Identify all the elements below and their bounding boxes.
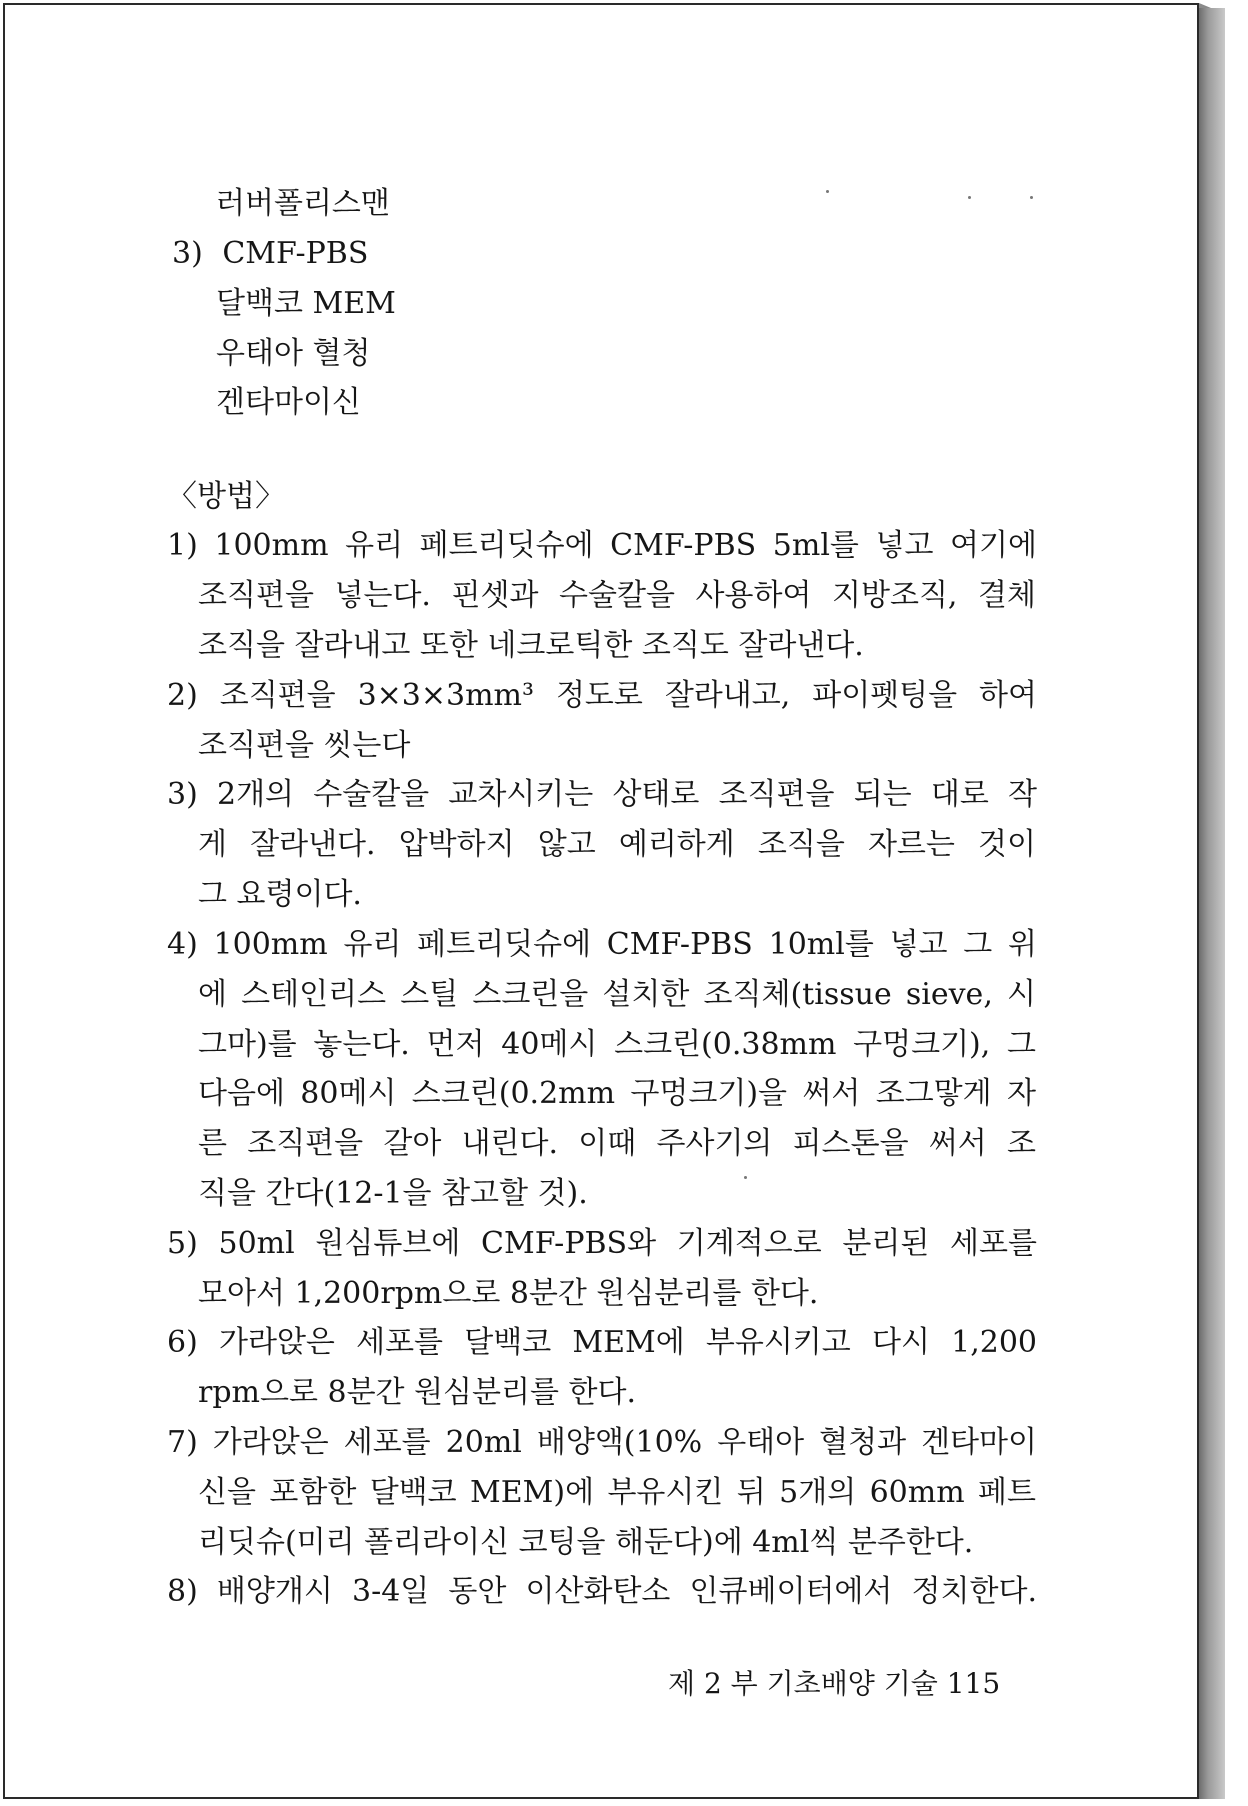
- page-footer: 제 2 부 기초배양 기술 115: [668, 1667, 1001, 1700]
- method-line: 리딧슈(미리 폴리라이신 코팅을 해둔다)에 4ml씩 분주한다.: [198, 1525, 974, 1560]
- scan-speck: [744, 1176, 747, 1179]
- material-item: 달백코 MEM: [216, 286, 396, 321]
- material-item: CMF-PBS: [222, 236, 369, 271]
- method-line: 8) 배양개시 3-4일 동안 이산화탄소 인큐베이터에서 정치한다.: [167, 1574, 1037, 1609]
- method-line: 7) 가라앉은 세포를 20ml 배양액(10% 우태아 혈청과 겐타마이: [167, 1425, 1037, 1460]
- method-line: 2) 조직편을 3×3×3mm³ 정도로 잘라내고, 파이펫팅을 하여: [167, 678, 1037, 713]
- page-edge-shadow: [1199, 8, 1225, 1799]
- method-line: rpm으로 8분간 원심분리를 한다.: [198, 1375, 637, 1410]
- item-number: 3): [172, 236, 203, 271]
- method-line: 직을 간다(12-1을 참고할 것).: [198, 1176, 588, 1211]
- material-item: 우태아 혈청: [216, 336, 371, 371]
- method-heading: 〈방법〉: [167, 479, 285, 514]
- method-line: 게 잘라낸다. 압박하지 않고 예리하게 조직을 자르는 것이: [198, 827, 1036, 862]
- method-line: 신을 포함한 달백코 MEM)에 부유시킨 뒤 5개의 60mm 페트: [198, 1475, 1036, 1510]
- material-item-3: [172, 234, 368, 274]
- method-line: 조직편을 씻는다: [198, 728, 411, 763]
- material-item: 러버폴리스맨: [216, 186, 390, 221]
- method-line: 모아서 1,200rpm으로 8분간 원심분리를 한다.: [198, 1276, 819, 1311]
- method-line: 에 스테인리스 스틸 스크린을 설치한 조직체(tissue sieve, 시: [198, 977, 1036, 1012]
- method-line: 조직편을 넣는다. 핀셋과 수술칼을 사용하여 지방조직, 결체: [198, 578, 1036, 613]
- material-item: 겐타마이신: [216, 385, 361, 420]
- method-line: 른 조직편을 갈아 내린다. 이때 주사기의 피스톤을 써서 조: [198, 1126, 1036, 1161]
- method-line: 3) 2개의 수술칼을 교차시키는 상태로 조직편을 되는 대로 작: [167, 777, 1037, 812]
- method-line: 1) 100mm 유리 페트리딧슈에 CMF-PBS 5ml를 넣고 여기에: [167, 528, 1037, 563]
- scan-speck: [826, 190, 829, 193]
- method-line: 4) 100mm 유리 페트리딧슈에 CMF-PBS 10ml를 넣고 그 위: [167, 927, 1037, 962]
- scan-speck: [1030, 196, 1033, 199]
- method-line: 그마)를 놓는다. 먼저 40메시 스크린(0.38mm 구멍크기), 그: [198, 1027, 1036, 1062]
- method-line: 5) 50ml 원심튜브에 CMF-PBS와 기계적으로 분리된 세포를: [167, 1226, 1037, 1261]
- method-line: 그 요령이다.: [198, 877, 362, 912]
- method-line: 6) 가라앉은 세포를 달백코 MEM에 부유시키고 다시 1,200: [167, 1325, 1037, 1360]
- method-line: 다음에 80메시 스크린(0.2mm 구멍크기)을 써서 조그맣게 자: [198, 1076, 1036, 1111]
- scan-speck: [968, 196, 971, 199]
- method-line: 조직을 잘라내고 또한 네크로틱한 조직도 잘라낸다.: [198, 628, 864, 663]
